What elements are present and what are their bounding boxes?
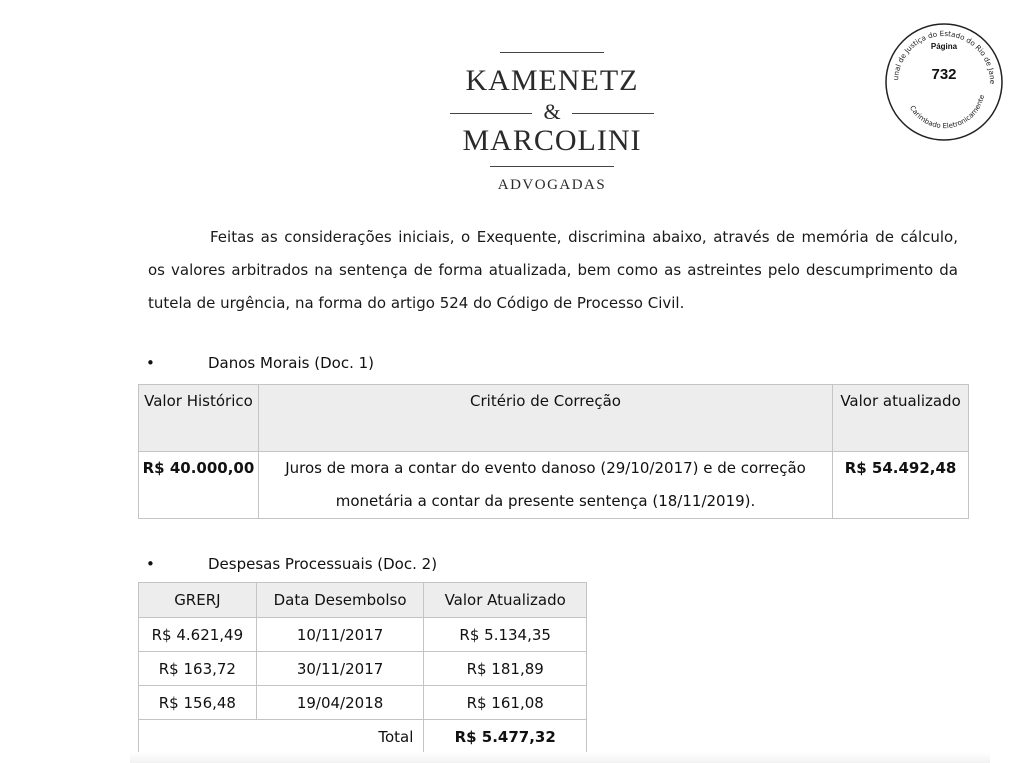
cell-criterio: Juros de mora a contar do evento danoso (29/10/2017) e de correção monetária a contar da presente sentença (18/11/2019).: [258, 452, 832, 519]
logo-subtitle: ADVOGADAS: [497, 177, 607, 193]
logo-top-rule: [500, 52, 604, 53]
table-header-row: [139, 583, 587, 618]
section1-heading: [146, 354, 546, 376]
stamp-page-label: Página: [930, 42, 958, 51]
total-value: R$ 5.477,32: [424, 720, 587, 754]
header-criterio: Critério de Correção: [258, 385, 832, 452]
cell-valor-atualizado: R$ 54.492,48: [833, 452, 969, 519]
section2-title: Despesas Processuais (Doc. 2): [208, 555, 438, 573]
logo-ampersand-row: [440, 100, 664, 124]
body-paragraph: Feitas as considerações iniciais, o Exequente, discrimina abaixo, através de memória de cálculo, os valores arbitrados na sentença de forma atualizada, bem como as astreintes pelo descumprimento da tutela de urgência, na forma do artigo 524 do Código de Processo Civil.: [148, 228, 958, 312]
stamp-arc-top: unal de Justiça do Estado do Rio de Jane: [890, 28, 998, 85]
header-valor-atualizado: Valor atualizado: [833, 385, 969, 452]
total-label: Total: [256, 720, 424, 754]
header-valor-historico: Valor Histórico: [139, 385, 259, 452]
cell-data: 30/11/2017: [256, 652, 424, 686]
table-total-row: [139, 720, 587, 754]
cell-valor-historico: R$ 40.000,00: [139, 452, 259, 519]
cell-valor: R$ 5.134,35: [424, 618, 587, 652]
header-valor-atualizado: Valor Atualizado: [424, 583, 587, 618]
section1-title: Danos Morais (Doc. 1): [208, 354, 374, 372]
cell-grerj: R$ 4.621,49: [139, 618, 257, 652]
stamp-arc-bottom: Carimbado Eletronicamente: [907, 93, 987, 131]
body-paragraph-block: [148, 221, 958, 320]
table-row: [139, 652, 587, 686]
court-stamp: [882, 20, 1006, 144]
table-row: [139, 618, 587, 652]
bullet-icon: •: [146, 354, 155, 372]
cell-empty: [139, 720, 257, 754]
cell-data: 10/11/2017: [256, 618, 424, 652]
bullet-icon: •: [146, 555, 155, 573]
logo-bottom-rule: [490, 166, 614, 167]
table-header-row: [139, 385, 969, 452]
logo-amp-rule-right: [572, 113, 654, 114]
stamp-page-number: 732: [931, 66, 957, 83]
cell-grerj: R$ 156,48: [139, 686, 257, 720]
cell-valor: R$ 161,08: [424, 686, 587, 720]
cell-valor: R$ 181,89: [424, 652, 587, 686]
page-bottom-edge: [130, 752, 990, 763]
logo-name-2: MARCOLINI: [462, 124, 642, 157]
section2-heading: [146, 555, 546, 577]
cell-data: 19/04/2018: [256, 686, 424, 720]
table-row: [139, 452, 969, 519]
logo-name-1: KAMENETZ: [465, 64, 639, 97]
despesas-table: [138, 582, 587, 754]
danos-morais-table: [138, 384, 969, 519]
header-data-desembolso: Data Desembolso: [256, 583, 424, 618]
header-grerj: GRERJ: [139, 583, 257, 618]
table-row: [139, 686, 587, 720]
logo-ampersand: &: [543, 99, 561, 124]
cell-grerj: R$ 163,72: [139, 652, 257, 686]
